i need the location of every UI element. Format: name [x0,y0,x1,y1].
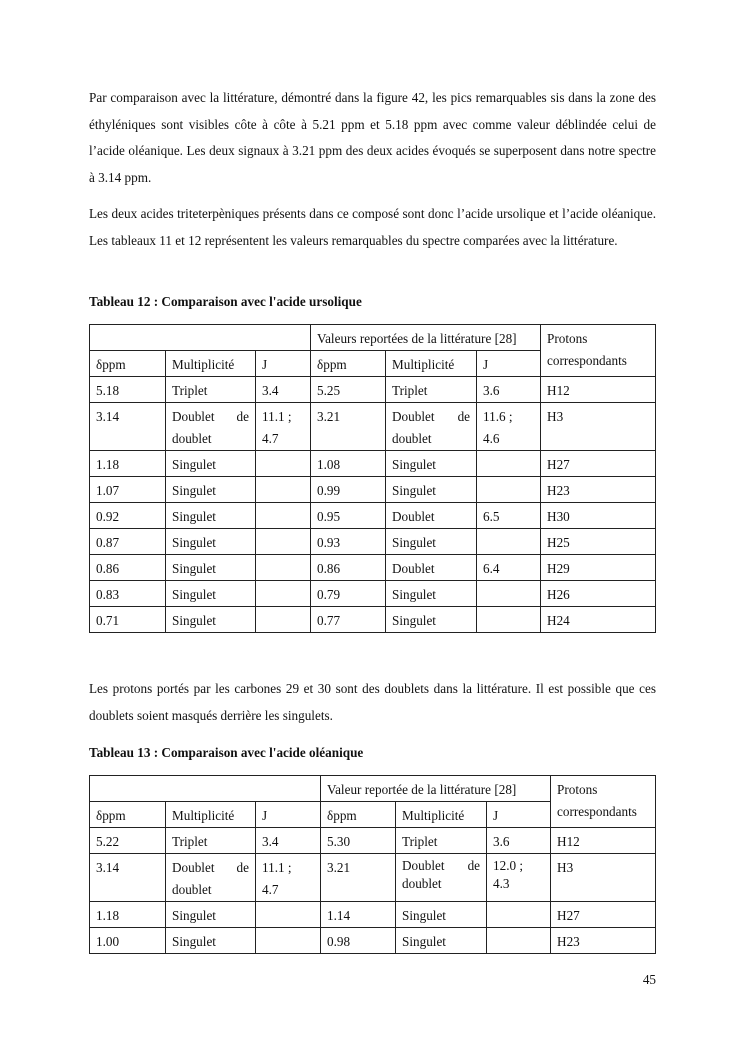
protons-header: Protons correspondants [541,325,656,377]
col-lit-mult: Multiplicité [396,802,487,828]
paragraph-doublets: Les protons portés par les carbones 29 et 30 sont des doublets dans la littérature. Il est possible que ces doublets soient masqués derrière les singulets. [89,681,656,723]
table-row: 1.18 Singulet 1.14 Singulet H27 [90,902,656,928]
table-row: 1.07 Singulet 0.99 Singulet H23 [90,477,656,503]
col-lit-ppm: δppm [321,802,396,828]
table-row: 0.71 Singulet 0.77 Singulet H24 [90,607,656,633]
table-row: 1.18 Singulet 1.08 Singulet H27 [90,451,656,477]
col-lit-j: J [477,351,541,377]
col-lit-ppm: δppm [311,351,386,377]
table13-caption: Tableau 13 : Comparaison avec l'acide oléanique [89,745,364,760]
table13 [89,775,656,954]
col-j: J [256,351,311,377]
table-row: 0.92 Singulet 0.95 Doublet 6.5 H30 [90,503,656,529]
col-lit-mult: Multiplicité [386,351,477,377]
table-row: 0.86 Singulet 0.86 Doublet 6.4 H29 [90,555,656,581]
table-row: 0.83 Singulet 0.79 Singulet H26 [90,581,656,607]
protons-header: Protons correspondants [551,776,656,828]
col-mult: Multiplicité [166,351,256,377]
col-lit-j: J [487,802,551,828]
table-row: 0.87 Singulet 0.93 Singulet H25 [90,529,656,555]
table12-caption: Tableau 12 : Comparaison avec l'acide ursolique [89,294,362,309]
col-j: J [256,802,321,828]
paragraph-intro: Par comparaison avec la littérature, démontré dans la figure 42, les pics remarquables sis dans la zone des éthyléniques sont visibles côte à côte à 5.21 ppm et 5.18 ppm avec comme valeur déblindée celui de l’acide oléanique. Les deux signaux à 3.21 ppm des deux acides évoqués se superposent dans notre spectre à 3.14 ppm. [89,90,656,185]
col-ppm: δppm [90,802,166,828]
table-row: 3.14 Doublet de doublet 11.1 ; 4.7 3.21 Doublet de doublet 11.6 ; 4.6 H3 [90,403,656,451]
paragraph-conclusion: Les deux acides triteterpèniques présents dans ce composé sont donc l’acide ursolique et l’acide oléanique. Les tableaux 11 et 12 représentent les valeurs remarquables du spectre comparées avec la littérature. [89,206,656,248]
table12 [89,324,656,633]
page-number: 45 [642,972,656,987]
table-header-row [90,325,656,351]
table-row: 5.18 Triplet 3.4 5.25 Triplet 3.6 H12 [90,377,656,403]
col-ppm: δppm [90,351,166,377]
table-row: 1.00 Singulet 0.98 Singulet H23 [90,928,656,954]
lit-header: Valeur reportée de la littérature [28] [321,776,551,802]
table-row: 3.14 Doublet de doublet 11.1 ; 4.7 3.21 Doublet de doublet 12.0 ; 4.3 H3 [90,854,656,902]
table-row: 5.22 Triplet 3.4 5.30 Triplet 3.6 H12 [90,828,656,854]
col-mult: Multiplicité [166,802,256,828]
lit-header: Valeurs reportées de la littérature [28] [311,325,541,351]
table-header-row [90,776,656,802]
